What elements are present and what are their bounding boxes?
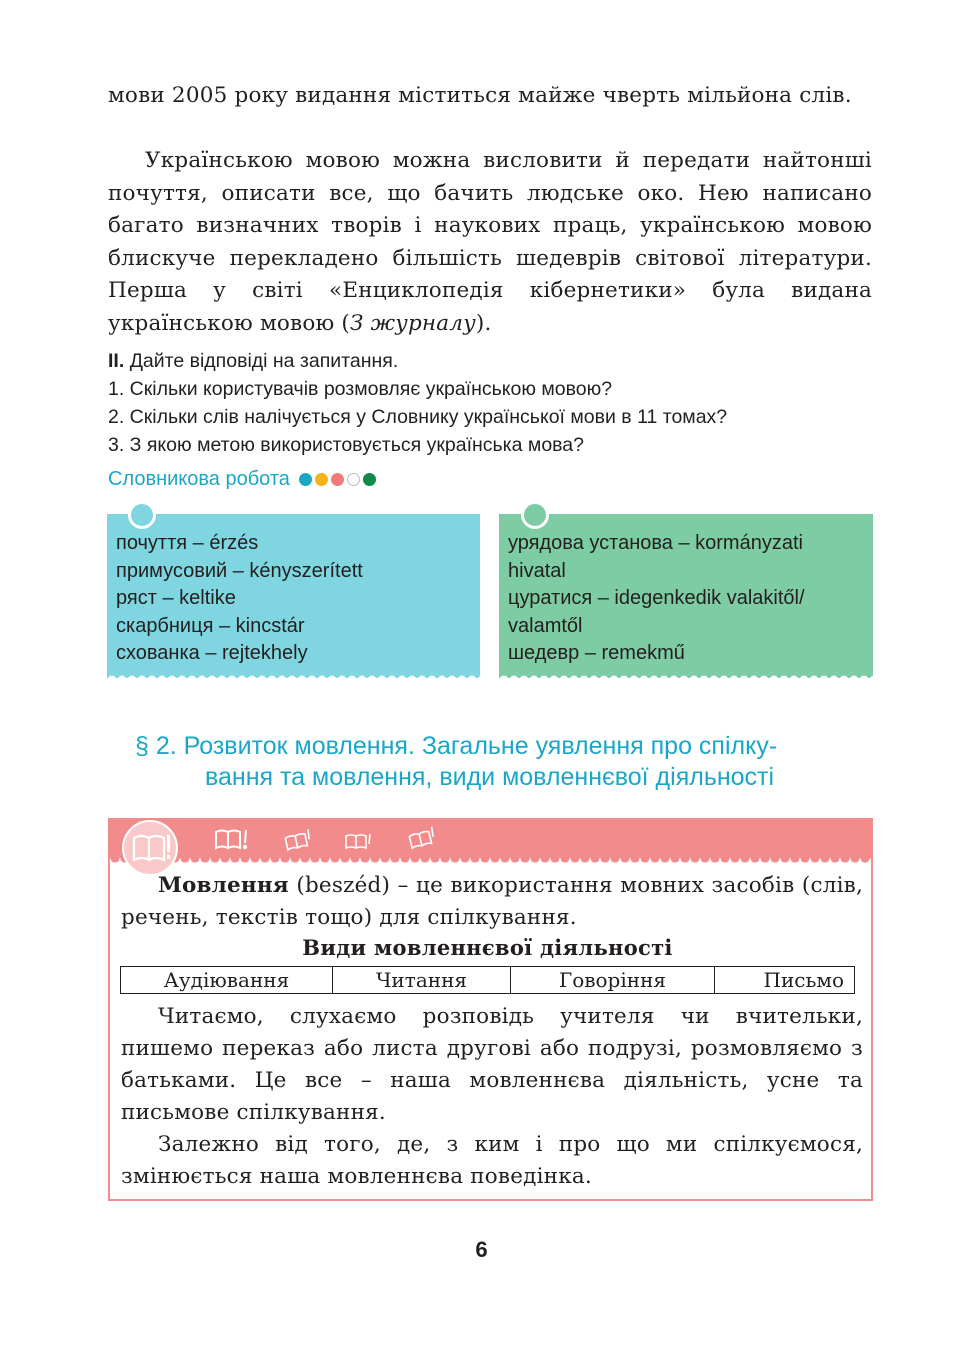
vocabulary-heading bbox=[108, 468, 376, 491]
vocabulary-card-left bbox=[107, 514, 480, 678]
dot-icon bbox=[331, 473, 344, 486]
section-title-line: § 2. Розвиток мовлення. Загальне уявлення про спілку- bbox=[135, 732, 778, 760]
table-row bbox=[121, 967, 855, 994]
vocab-entry: ряст – keltike bbox=[116, 587, 236, 609]
dot-icon bbox=[347, 473, 360, 486]
section-title bbox=[108, 731, 868, 793]
card-scallop-edge bbox=[499, 672, 873, 680]
vocabulary-title: Словникова робота bbox=[108, 468, 290, 490]
vocab-entry: урядова установа – kormányzati bbox=[508, 532, 803, 554]
rule-box-scallop-edge bbox=[110, 858, 871, 866]
vocab-entry: почуття – érzés bbox=[116, 532, 259, 554]
dot-icon bbox=[299, 473, 312, 486]
vocab-entry: цуратися – idegenkedik valakitől/ bbox=[508, 587, 805, 609]
question-item: 2. Скільки слів налічується у Словнику української мови в 11 томах? bbox=[108, 406, 728, 428]
speech-types-title: Види мовленнєвої діяльності bbox=[302, 935, 673, 960]
source-citation: З журналу bbox=[350, 310, 476, 336]
section-title-line: вання та мовлення, види мовленнєвої діяльності bbox=[205, 763, 775, 791]
questions-heading bbox=[108, 347, 878, 375]
intro-paragraph-end: мови 2005 року видання міститься майже чверть мільйона слів. bbox=[108, 83, 852, 108]
rule-definition-text: (beszéd) – це використання мовних засобів (слів, речень, текстів тощо) для спілкування. bbox=[121, 873, 863, 930]
question-item: 3. З якою метою використовується українська мова? bbox=[108, 434, 584, 456]
main-paragraph-text: Українською мовою можна висловити й передати найтонші почуття, описати все, що бачить людське око. Нею написано багато визначних творів і наукових праць, українською мовою блискуче перекладено більшість шедеврів світової літератури. Перша у світі «Енциклопедія кібернетики» була видана українською мовою ( bbox=[108, 148, 872, 336]
page-number: 6 bbox=[475, 1237, 488, 1262]
vocab-entry: valamtől bbox=[508, 614, 583, 637]
dot-icon bbox=[363, 473, 376, 486]
vocabulary-card-right bbox=[499, 514, 873, 678]
speech-types-table bbox=[120, 966, 855, 994]
rule-paragraph: Читаємо, слухаємо розповідь учителя чи вчительки, пишемо переказ або листа другові або подрузі, розмовляємо з батьками. Це все – наша мовленнєва діяльність, усне та письмове спілкування. bbox=[121, 1004, 863, 1125]
rule-paragraph: Залежно від того, де, з ким і про що ми спілкуємося, змінюється наша мовленнєва поведінка. bbox=[121, 1132, 863, 1189]
questions-heading-number: II. bbox=[108, 350, 125, 372]
card-tab-circle-icon bbox=[521, 501, 549, 529]
vocab-entry: схованка – rejtekhely bbox=[116, 642, 308, 664]
vocab-entry: hivatal bbox=[508, 559, 566, 582]
main-paragraph-end: ). bbox=[475, 310, 492, 336]
table-cell: Письмо bbox=[715, 967, 855, 994]
questions-heading-text: Дайте відповіді на запитання. bbox=[129, 350, 399, 372]
table-cell: Говоріння bbox=[511, 967, 715, 994]
main-paragraph bbox=[108, 145, 872, 340]
dot-icon bbox=[315, 473, 328, 486]
vocab-entry: скарбниця – kincstár bbox=[116, 614, 305, 637]
table-cell: Читання bbox=[333, 967, 511, 994]
card-scallop-edge bbox=[107, 672, 480, 680]
question-item: 1. Скільки користувачів розмовляє українською мовою? bbox=[108, 378, 613, 400]
questions-block bbox=[108, 347, 878, 459]
book-exclaim-icons bbox=[210, 824, 470, 856]
open-book-badge-icon bbox=[122, 820, 178, 876]
rule-term: Мовлення bbox=[158, 873, 289, 898]
rule-definition bbox=[121, 870, 863, 934]
vocab-entry: примусовий – kényszerített bbox=[116, 559, 363, 582]
card-tab-circle-icon bbox=[128, 501, 156, 529]
vocab-entry: шедевр – remekmű bbox=[508, 642, 685, 664]
table-cell: Аудіювання bbox=[121, 967, 333, 994]
